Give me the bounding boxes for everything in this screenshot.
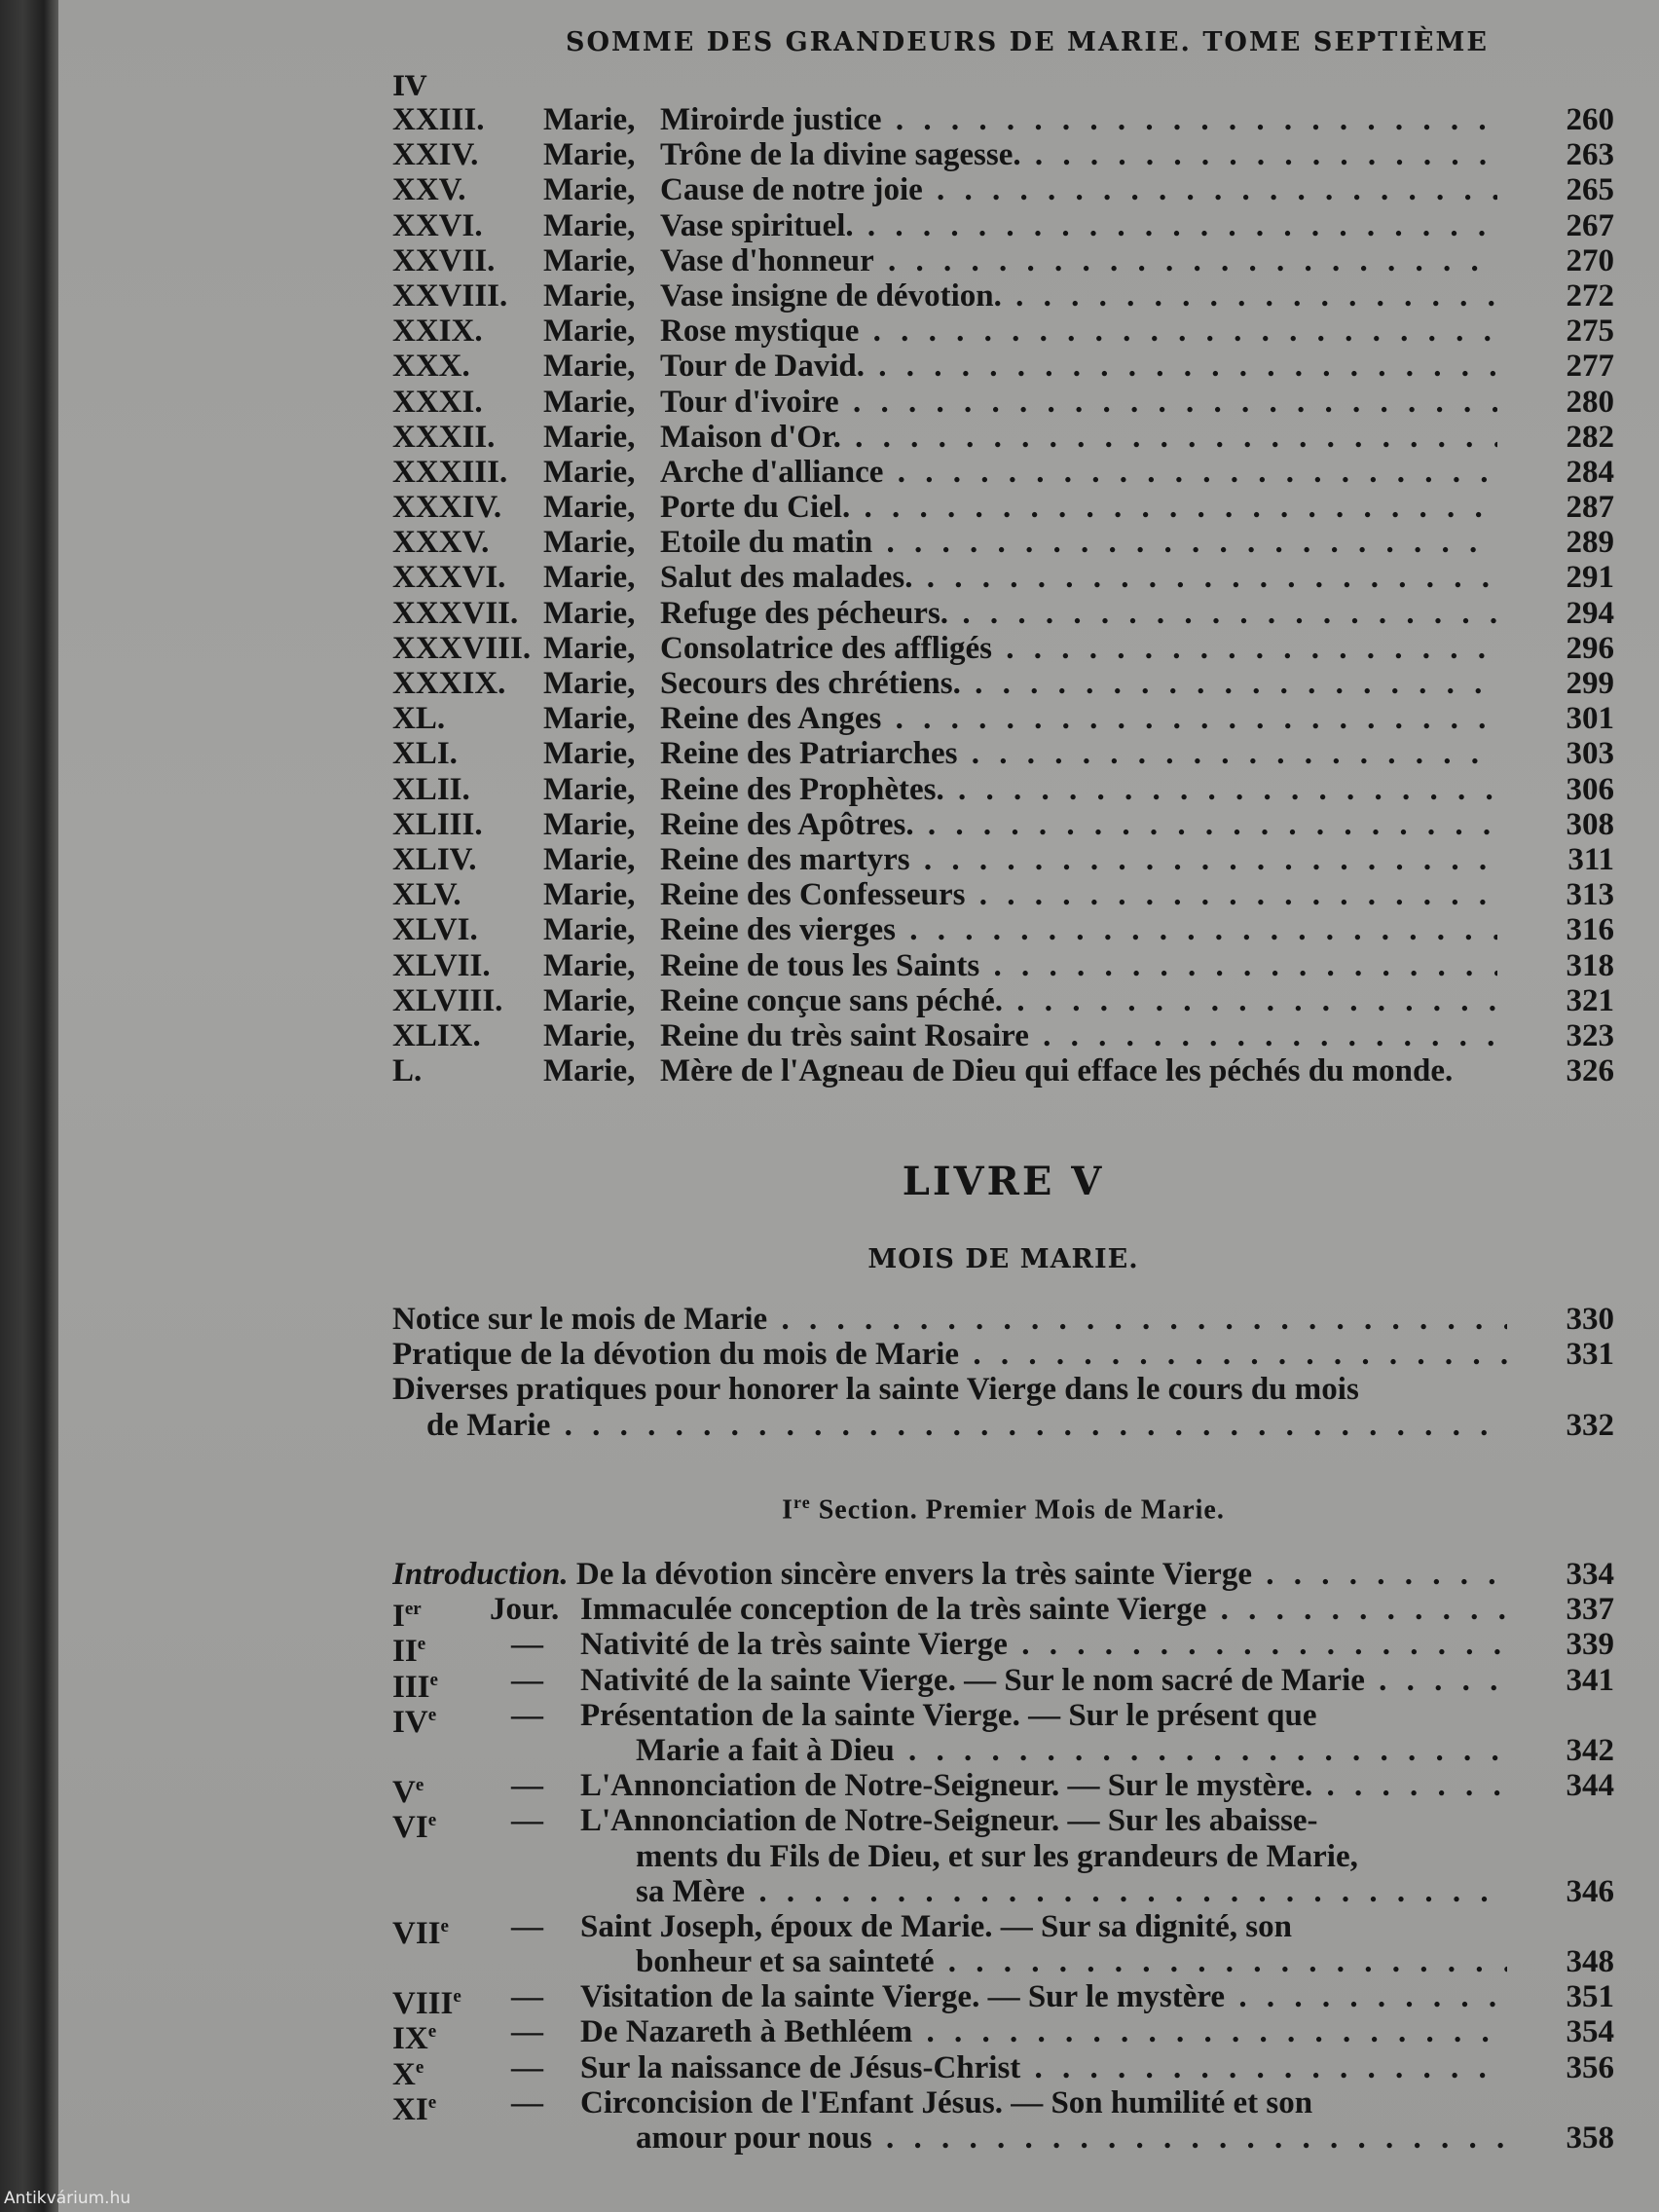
toc-row	[392, 385, 1614, 420]
toc-page: 316	[1566, 912, 1614, 948]
day-row	[392, 2049, 1614, 2092]
notice-page: 330	[1566, 1302, 1614, 1337]
toc-title: Mère de l'Agneau de Dieu qui efface les péchés du monde.	[660, 1053, 1454, 1089]
day-prefix: Jour.	[490, 1592, 560, 1628]
toc-numeral: XXXVIII.	[392, 630, 532, 666]
day-ordinal-num: IX	[392, 2021, 428, 2057]
toc-numeral: XXXIV.	[392, 490, 502, 526]
day-prefix: —	[511, 2014, 543, 2050]
toc-marie: Marie,	[543, 454, 636, 490]
toc-row	[392, 1018, 1614, 1053]
day-row	[392, 1803, 1614, 1846]
toc-page: 277	[1566, 349, 1614, 385]
toc-numeral: XLV.	[392, 877, 461, 913]
toc-row	[392, 278, 1614, 313]
toc-row	[392, 736, 1614, 771]
toc-title: Reine des Confesseurs . . .	[660, 877, 1497, 912]
toc-title: Reine conçue sans péché. . . .	[660, 983, 1497, 1018]
day-ordinal-sup: e	[427, 2021, 437, 2043]
notice-title: Notice sur le mois de Marie . . .	[392, 1302, 1507, 1337]
toc-numeral: XXVIII.	[392, 277, 508, 313]
toc-title: Maison d'Or. . . .	[660, 420, 1497, 455]
day-prefix: —	[511, 2084, 543, 2120]
toc-numeral: XXV.	[392, 172, 466, 208]
toc-numeral: XLI.	[392, 736, 458, 772]
toc-row	[392, 912, 1614, 947]
toc-marie: Marie,	[543, 277, 636, 313]
day-page: 344	[1566, 1768, 1614, 1804]
day-title: Présentation de la sainte Vierge. — Sur le présent que	[580, 1697, 1317, 1733]
toc-numeral: XLIX.	[392, 1017, 481, 1053]
day-ordinal-num: X	[392, 2056, 416, 2092]
toc-marie: Marie,	[543, 1053, 636, 1089]
day-ordinal-num: II	[392, 1634, 418, 1670]
toc-page: 306	[1566, 771, 1614, 807]
toc-title: Reine des Anges . . .	[660, 701, 1497, 736]
day-page: 341	[1566, 1662, 1614, 1698]
toc-row	[392, 102, 1614, 137]
toc-row	[392, 208, 1614, 243]
day-row	[392, 1733, 1614, 1768]
toc-page: 282	[1566, 419, 1614, 455]
toc-marie: Marie,	[543, 701, 636, 737]
day-ordinal-sup: e	[427, 1704, 437, 1725]
toc-row	[392, 313, 1614, 349]
toc-row	[392, 948, 1614, 983]
toc-marie: Marie,	[543, 384, 636, 420]
toc-marie: Marie,	[543, 560, 636, 596]
toc-title: Rose mystique . . .	[660, 313, 1497, 349]
day-prefix: —	[511, 1627, 543, 1663]
toc-page: 318	[1566, 947, 1614, 983]
toc-page: 270	[1566, 242, 1614, 278]
toc-numeral: XXXV.	[392, 525, 490, 561]
day-title: Sur la naissance de Jésus-Christ . . .	[580, 2050, 1507, 2085]
day-prefix: —	[511, 1697, 543, 1733]
notice-title: Diverses pratiques pour honorer la sainte Vierge dans le cours du mois	[392, 1372, 1359, 1408]
notice-title: Pratique de la dévotion du mois de Marie . . .	[392, 1337, 1507, 1372]
toc-numeral: XXX.	[392, 349, 470, 385]
toc-page: 294	[1566, 595, 1614, 631]
day-title: Circoncision de l'Enfant Jésus. — Son humilité et son	[580, 2084, 1313, 2120]
day-title: Marie a fait à Dieu . . .	[636, 1733, 1507, 1768]
page-numeral: IV	[392, 70, 426, 102]
day-page: 356	[1566, 2049, 1614, 2085]
toc-title: Tour d'ivoire . . .	[660, 385, 1497, 420]
toc-row	[392, 666, 1614, 701]
toc-page: 303	[1566, 736, 1614, 772]
toc-row	[392, 631, 1614, 666]
day-prefix: —	[511, 2049, 543, 2085]
page-header	[392, 27, 1561, 102]
day-row	[392, 1979, 1614, 2022]
toc-marie: Marie,	[543, 207, 636, 243]
toc-page: 267	[1566, 207, 1614, 243]
toc-numeral: XXVII.	[392, 242, 496, 278]
toc-row	[392, 349, 1614, 384]
days-toc-list	[392, 1557, 1614, 2156]
day-ordinal-num: III	[392, 1669, 430, 1705]
toc-marie: Marie,	[543, 736, 636, 772]
day-row	[392, 1944, 1614, 1979]
intro-page: 334	[1566, 1557, 1614, 1592]
day-ordinal-sup: er	[404, 1599, 422, 1620]
toc-marie: Marie,	[543, 1017, 636, 1053]
toc-numeral: XXIII.	[392, 102, 485, 137]
book-spine-shadow	[0, 0, 58, 2212]
toc-row	[392, 983, 1614, 1018]
day-row	[392, 1768, 1614, 1811]
toc-marie: Marie,	[543, 630, 636, 666]
toc-page: 284	[1566, 454, 1614, 490]
day-ordinal-sup: e	[429, 1669, 438, 1690]
toc-title: Reine des Apôtres. . . .	[660, 807, 1497, 842]
day-title: Visitation de la sainte Vierge. — Sur le mystère . . .	[580, 1979, 1507, 2014]
toc-marie: Marie,	[543, 242, 636, 278]
toc-marie: Marie,	[543, 102, 636, 137]
day-page: 351	[1566, 1979, 1614, 2015]
toc-title: Trône de la divine sagesse. . . .	[660, 137, 1497, 172]
toc-page: 326	[1566, 1053, 1614, 1089]
toc-numeral: XLIII.	[392, 806, 483, 842]
livre-heading: LIVRE V	[902, 1159, 1105, 1204]
day-row	[392, 1592, 1614, 1635]
toc-numeral: XLVII.	[392, 947, 491, 983]
toc-numeral: XLII.	[392, 771, 470, 807]
toc-numeral: XXIX.	[392, 313, 483, 350]
toc-marie: Marie,	[543, 137, 636, 173]
toc-numeral: XXXIX.	[392, 666, 506, 701]
day-page: 358	[1566, 2120, 1614, 2156]
toc-numeral: XXXIII.	[392, 454, 508, 490]
toc-title: Etoile du matin . . .	[660, 525, 1497, 560]
toc-row	[392, 807, 1614, 842]
day-row	[392, 1627, 1614, 1670]
toc-title: Reine des vierges . . .	[660, 912, 1497, 947]
day-row	[392, 1874, 1614, 1909]
day-title: Nativité de la sainte Vierge. — Sur le nom sacré de Marie . . .	[580, 1663, 1507, 1698]
toc-title: Vase d'honneur . . .	[660, 243, 1497, 278]
day-ordinal-num: VII	[392, 1915, 441, 1951]
running-title: SOMME DES GRANDEURS DE MARIE. TOME SEPTIÈME	[566, 27, 1489, 57]
day-prefix: —	[511, 1803, 543, 1839]
toc-row	[392, 596, 1614, 631]
day-page: 348	[1566, 1944, 1614, 1980]
toc-page: 275	[1566, 313, 1614, 350]
day-ordinal-num: VIII	[392, 1986, 454, 2022]
day-ordinal-sup: e	[427, 2091, 437, 2113]
day-ordinal-num: V	[392, 1775, 416, 1811]
toc-row	[392, 701, 1614, 736]
toc-marie: Marie,	[543, 806, 636, 842]
toc-page: 299	[1566, 666, 1614, 701]
toc-row	[392, 490, 1614, 525]
toc-numeral: XLVIII.	[392, 982, 503, 1018]
day-title: L'Annonciation de Notre-Seigneur. — Sur le mystère. . . .	[580, 1768, 1507, 1803]
watermark: Antikvárium.hu	[4, 2189, 131, 2208]
toc-page: 272	[1566, 277, 1614, 313]
toc-title: Salut des malades. . . .	[660, 560, 1497, 595]
day-ordinal-num: I	[392, 1599, 405, 1635]
toc-page: 323	[1566, 1017, 1614, 1053]
toc-page: 321	[1566, 982, 1614, 1018]
toc-row	[392, 172, 1614, 207]
notice-list	[392, 1302, 1614, 1443]
day-ordinal-num: VI	[392, 1810, 428, 1846]
notice-row	[392, 1408, 1614, 1443]
section-heading	[392, 1493, 1614, 1526]
toc-row	[392, 420, 1614, 455]
toc-title: Arche d'alliance . . .	[660, 455, 1497, 490]
toc-row	[392, 455, 1614, 490]
day-prefix: —	[511, 1908, 543, 1944]
intro-text: De la dévotion sincère envers la très sainte Vierge	[575, 1557, 1252, 1592]
toc-numeral: XXXVII.	[392, 595, 519, 631]
toc-page: 289	[1566, 525, 1614, 561]
litany-toc-list	[392, 102, 1614, 1088]
toc-numeral: XXXII.	[392, 419, 496, 455]
toc-marie: Marie,	[543, 419, 636, 455]
toc-page: 265	[1566, 172, 1614, 208]
notice-page: 331	[1566, 1337, 1614, 1373]
toc-title: Vase spirituel. . . .	[660, 208, 1497, 243]
section-ordinal: I	[782, 1494, 794, 1526]
day-title: Nativité de la très sainte Vierge . . .	[580, 1627, 1507, 1662]
day-row	[392, 2084, 1614, 2127]
section-ordinal-sup: re	[793, 1493, 811, 1512]
toc-numeral: XXIV.	[392, 137, 479, 173]
day-title: L'Annonciation de Notre-Seigneur. — Sur les abaisse-	[580, 1803, 1318, 1839]
day-page: 337	[1566, 1592, 1614, 1628]
toc-title: Reine des Prophètes. . . .	[660, 772, 1497, 807]
toc-marie: Marie,	[543, 982, 636, 1018]
toc-numeral: XLVI.	[392, 912, 478, 948]
day-ordinal-sup: e	[440, 1915, 449, 1936]
toc-marie: Marie,	[543, 877, 636, 913]
day-ordinal-sup: e	[415, 1775, 424, 1796]
toc-marie: Marie,	[543, 313, 636, 350]
toc-title: Reine des martyrs . . .	[660, 842, 1497, 877]
day-page: 354	[1566, 2014, 1614, 2050]
day-page: 346	[1566, 1873, 1614, 1909]
toc-page: 311	[1567, 841, 1614, 877]
day-ordinal-num: IV	[392, 1704, 428, 1740]
day-title: sa Mère . . .	[636, 1874, 1507, 1909]
toc-page: 301	[1566, 701, 1614, 737]
toc-title: Porte du Ciel. . . .	[660, 490, 1497, 525]
toc-row	[392, 137, 1614, 172]
day-ordinal-sup: e	[453, 1986, 461, 2008]
toc-marie: Marie,	[543, 841, 636, 877]
day-ordinal-sup: e	[417, 1634, 426, 1655]
toc-row	[392, 772, 1614, 807]
mois-heading: MOIS DE MARIE.	[867, 1244, 1139, 1274]
day-ordinal-sup: e	[415, 2056, 424, 2078]
toc-numeral: XXXVI.	[392, 560, 506, 596]
toc-marie: Marie,	[543, 666, 636, 701]
toc-numeral: XLIV.	[392, 841, 477, 877]
toc-title: Reine du très saint Rosaire . . .	[660, 1018, 1497, 1053]
toc-title: Miroirde justice . . .	[660, 102, 1497, 137]
notice-page: 332	[1566, 1407, 1614, 1443]
toc-marie: Marie,	[543, 912, 636, 948]
day-row	[392, 1839, 1614, 1874]
toc-marie: Marie,	[543, 490, 636, 526]
day-row	[392, 2120, 1614, 2156]
toc-row	[392, 877, 1614, 912]
day-row	[392, 2014, 1614, 2057]
toc-title: Secours des chrétiens. . . .	[660, 666, 1497, 701]
toc-page: 263	[1566, 137, 1614, 173]
day-ordinal-num: XI	[392, 2091, 428, 2127]
toc-title: Refuge des pécheurs. . . .	[660, 596, 1497, 631]
day-title: ments du Fils de Dieu, et sur les grandeurs de Marie,	[636, 1838, 1358, 1874]
day-page: 342	[1566, 1732, 1614, 1768]
toc-numeral: XXXI.	[392, 384, 483, 420]
day-title: amour pour nous . . .	[636, 2120, 1507, 2156]
toc-row	[392, 1053, 1614, 1088]
day-prefix: —	[511, 1979, 543, 2015]
day-ordinal-sup: e	[427, 1810, 437, 1831]
toc-numeral: XL.	[392, 701, 446, 737]
notice-row	[392, 1337, 1614, 1372]
day-title: Immaculée conception de la très sainte Vierge . . .	[580, 1592, 1507, 1627]
day-title: Saint Joseph, époux de Marie. — Sur sa dignité, son	[580, 1908, 1292, 1944]
day-title: bonheur et sa sainteté . . .	[636, 1944, 1507, 1979]
notice-row	[392, 1372, 1614, 1407]
toc-numeral: L.	[392, 1053, 423, 1089]
day-row	[392, 1697, 1614, 1740]
toc-marie: Marie,	[543, 525, 636, 561]
toc-marie: Marie,	[543, 349, 636, 385]
toc-marie: Marie,	[543, 947, 636, 983]
toc-page: 308	[1566, 806, 1614, 842]
day-prefix: —	[511, 1662, 543, 1698]
notice-title: de Marie . . .	[426, 1408, 1507, 1443]
toc-row	[392, 525, 1614, 560]
intro-italic: Introduction.	[392, 1557, 569, 1592]
toc-marie: Marie,	[543, 172, 636, 208]
toc-title: Cause de notre joie . . .	[660, 172, 1497, 207]
toc-title: Tour de David. . . .	[660, 349, 1497, 384]
intro-row	[392, 1557, 1614, 1592]
day-title: De Nazareth à Bethléem . . .	[580, 2014, 1507, 2049]
toc-title: Reine de tous les Saints . . .	[660, 948, 1497, 983]
toc-page: 280	[1566, 384, 1614, 420]
section-text: Section. Premier Mois de Marie.	[818, 1494, 1225, 1526]
day-row	[392, 1662, 1614, 1705]
toc-title: Consolatrice des affligés . . .	[660, 631, 1497, 666]
day-prefix: —	[511, 1768, 543, 1804]
notice-row	[392, 1302, 1614, 1337]
toc-page: 313	[1566, 877, 1614, 913]
toc-row	[392, 842, 1614, 877]
toc-title: Reine des Patriarches . . .	[660, 736, 1497, 771]
toc-marie: Marie,	[543, 595, 636, 631]
toc-row	[392, 560, 1614, 595]
toc-title: Vase insigne de dévotion. . . .	[660, 278, 1497, 313]
toc-row	[392, 243, 1614, 278]
toc-numeral: XXVI.	[392, 207, 483, 243]
toc-page: 291	[1566, 560, 1614, 596]
toc-page: 260	[1566, 102, 1614, 137]
toc-marie: Marie,	[543, 771, 636, 807]
day-row	[392, 1908, 1614, 1951]
toc-page: 287	[1566, 490, 1614, 526]
day-page: 339	[1566, 1627, 1614, 1663]
intro-title	[392, 1557, 1507, 1592]
toc-page: 296	[1566, 630, 1614, 666]
